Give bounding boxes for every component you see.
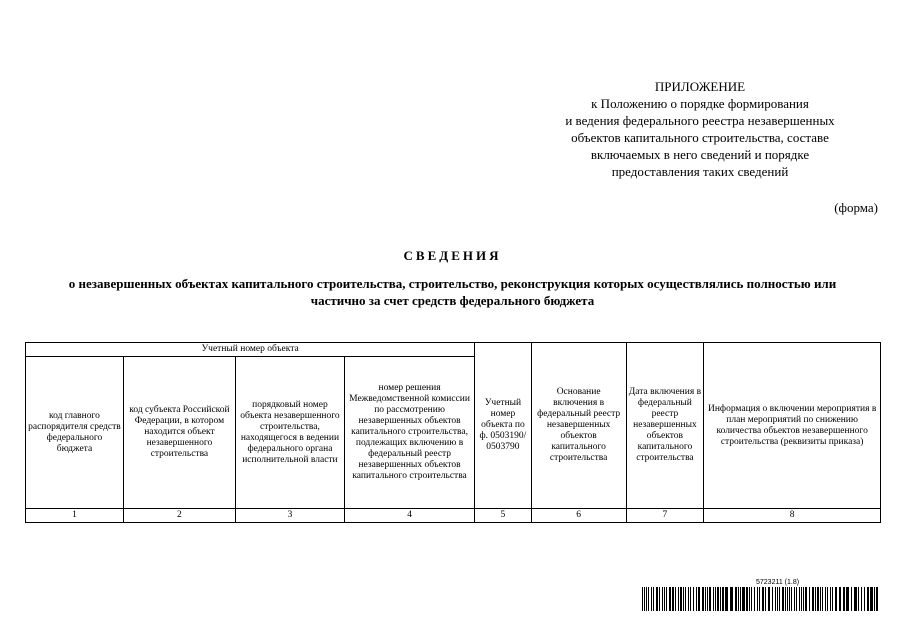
column-number: 5 xyxy=(475,509,532,523)
column-number: 4 xyxy=(344,509,474,523)
appendix-line: включаемых в него сведений и порядке xyxy=(590,147,810,162)
column-header-5: Учетный номер объекта по ф. 0503190/ 0503790 xyxy=(475,343,532,509)
column-number: 7 xyxy=(626,509,704,523)
column-header-4: номер решения Межведомственной комиссии по рассмотрению незавершенных объектов капитального строительства, подлежащих включению в федеральный реестр незавершенных объектов капитального строительства xyxy=(344,357,474,509)
group-header-account-number: Учетный номер объекта xyxy=(26,343,475,357)
appendix-line: объектов капитального строительства, составе xyxy=(571,130,829,145)
column-header-7: Дата включения в федеральный реестр незавершенных объектов капитального строительства xyxy=(626,343,704,509)
report-table xyxy=(25,342,881,523)
barcode-number: 5723211 (1.8) xyxy=(756,579,800,586)
column-number: 6 xyxy=(531,509,626,523)
appendix-line: и ведения федерального реестра незавершенных xyxy=(565,113,835,128)
appendix-line: предоставления таких сведений xyxy=(611,164,789,179)
column-number: 2 xyxy=(123,509,235,523)
column-header-2: код субъекта Российской Федерации, в котором находится объект незавершенного строительства xyxy=(123,357,235,509)
column-header-8: Информация о включении мероприятия в план мероприятий по снижению количества объектов незавершенного строительства (реквизиты приказа) xyxy=(704,343,881,509)
document-title: СВЕДЕНИЯ xyxy=(403,248,502,263)
appendix-heading: ПРИЛОЖЕНИЕ xyxy=(654,79,746,94)
column-header-3: порядковый номер объекта незавершенного строительства, находящегося в ведении федерального органа исполнительной власти xyxy=(235,357,344,509)
column-header-1: код главного распорядителя средств федерального бюджета xyxy=(26,357,124,509)
column-number: 3 xyxy=(235,509,344,523)
column-number: 1 xyxy=(26,509,124,523)
column-number: 8 xyxy=(704,509,881,523)
appendix-line: к Положению о порядке формирования xyxy=(591,96,809,111)
form-note: (форма) xyxy=(834,200,878,215)
barcode-image xyxy=(642,587,882,611)
appendix-block xyxy=(540,78,860,180)
column-header-6: Основание включения в федеральный реестр незавершенных объектов капитального строительства xyxy=(531,343,626,509)
document-subtitle: о незавершенных объектах капитального строительства, строительство, реконструкция которых осуществлялись полностью или частично за счет средств федерального бюджета xyxy=(68,276,837,308)
